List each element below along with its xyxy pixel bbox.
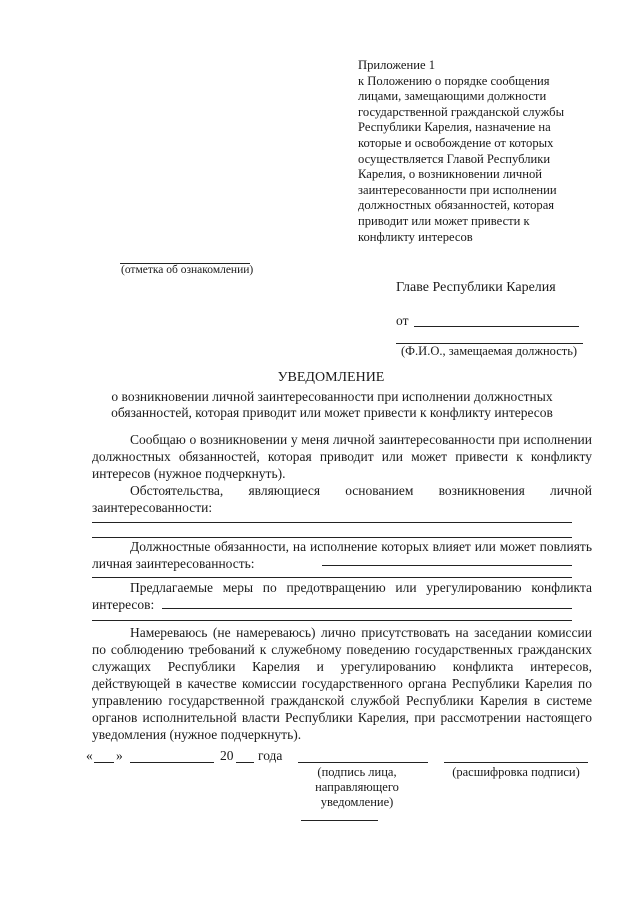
date-year-prefix: 20 (220, 748, 234, 763)
paragraph-circumstances (92, 482, 592, 516)
date-year-suffix: года (258, 748, 283, 763)
document-subtitle-line-2: обязанностей, которая приводит или может привести к конфликту интересов (111, 405, 553, 420)
paragraph-measures-text: Предлагаемые меры по предотвращению или урегулированию конфликта интересов: (92, 580, 592, 612)
document-subtitle-line-1: о возникновении личной заинтересованности при исполнении должностных (111, 389, 553, 404)
appendix-line: заинтересованности при исполнении (358, 182, 557, 197)
from-label: от (396, 313, 409, 328)
appendix-line: Приложение 1 (358, 58, 436, 72)
circumstances-fill-line[interactable] (92, 522, 572, 523)
date-day-line[interactable] (94, 762, 114, 763)
appendix-line: к Положению о порядке сообщения (358, 73, 550, 88)
date-year-line[interactable] (236, 762, 254, 763)
appendix-line: государственной гражданской службы (358, 104, 565, 119)
appendix-header (358, 58, 608, 245)
appendix-line: приводит или может привести к (358, 213, 530, 228)
from-name-line (414, 326, 579, 327)
signature-decode-caption: (расшифровка подписи) (452, 765, 580, 779)
paragraph-attendance (92, 624, 592, 743)
from-caption: (Ф.И.О., замещаемая должность) (401, 344, 578, 358)
date-open-quote: « (86, 748, 93, 763)
measures-fill-line[interactable] (92, 620, 572, 621)
bottom-short-line (301, 820, 378, 821)
signature-decode-line[interactable] (444, 762, 588, 763)
addressee: Главе Республики Карелия (396, 280, 556, 295)
paragraph-attendance-text: Намереваюсь (не намереваюсь) лично присутствовать на заседании комиссии по соблюдению требований к служебному поведению государственных гражданских служащих Республики Карелия и урегулированию конфликта интересов, действующей в качестве комиссии государственного органа Республики Карелия по управлению государственной гражданской службой Республики Карелия в системе органов исполнительной власти Республики Карелия, при рассмотрении настоящего уведомления (нужное подчеркнуть). (92, 625, 592, 742)
date-month-line[interactable] (130, 762, 214, 763)
appendix-line: Республики Карелия, назначение на (358, 120, 551, 135)
signature-line[interactable] (298, 762, 428, 763)
appendix-line: которые и освобождение от которых (358, 135, 554, 150)
appendix-line: должностных обязанностей, которая (358, 198, 555, 213)
paragraph-duties (92, 538, 592, 572)
duties-fill-line[interactable] (92, 577, 572, 578)
paragraph-circumstances-text: Обстоятельства, являющиеся основанием возникновения личной заинтересованности: (92, 483, 592, 515)
measures-fill-line[interactable] (162, 608, 572, 609)
paragraph-statement-text: Сообщаю о возникновении у меня личной заинтересованности при исполнении должностных обязанностей, которая приводит или может привести к конфликту интересов (нужное подчеркнуть). (92, 432, 592, 481)
appendix-line: осуществляется Главой Республики (358, 151, 551, 166)
acknowledgement-caption: (отметка об ознакомлении) (121, 264, 254, 276)
duties-fill-line[interactable] (322, 565, 572, 566)
appendix-line: конфликту интересов (358, 229, 473, 244)
appendix-line: лицами, замещающими должности (358, 89, 547, 104)
paragraph-statement (92, 431, 592, 482)
date-close-quote: » (116, 748, 123, 763)
paragraph-duties-text: Должностные обязанности, на исполнение которых влияет или может повлиять личная заинтересованность: (92, 539, 592, 571)
document-title: УВЕДОМЛЕНИЕ (277, 370, 385, 385)
signature-caption: (подпись лица, направляющего уведомление) (315, 765, 399, 809)
appendix-line: Карелия, о возникновении личной (358, 167, 542, 182)
